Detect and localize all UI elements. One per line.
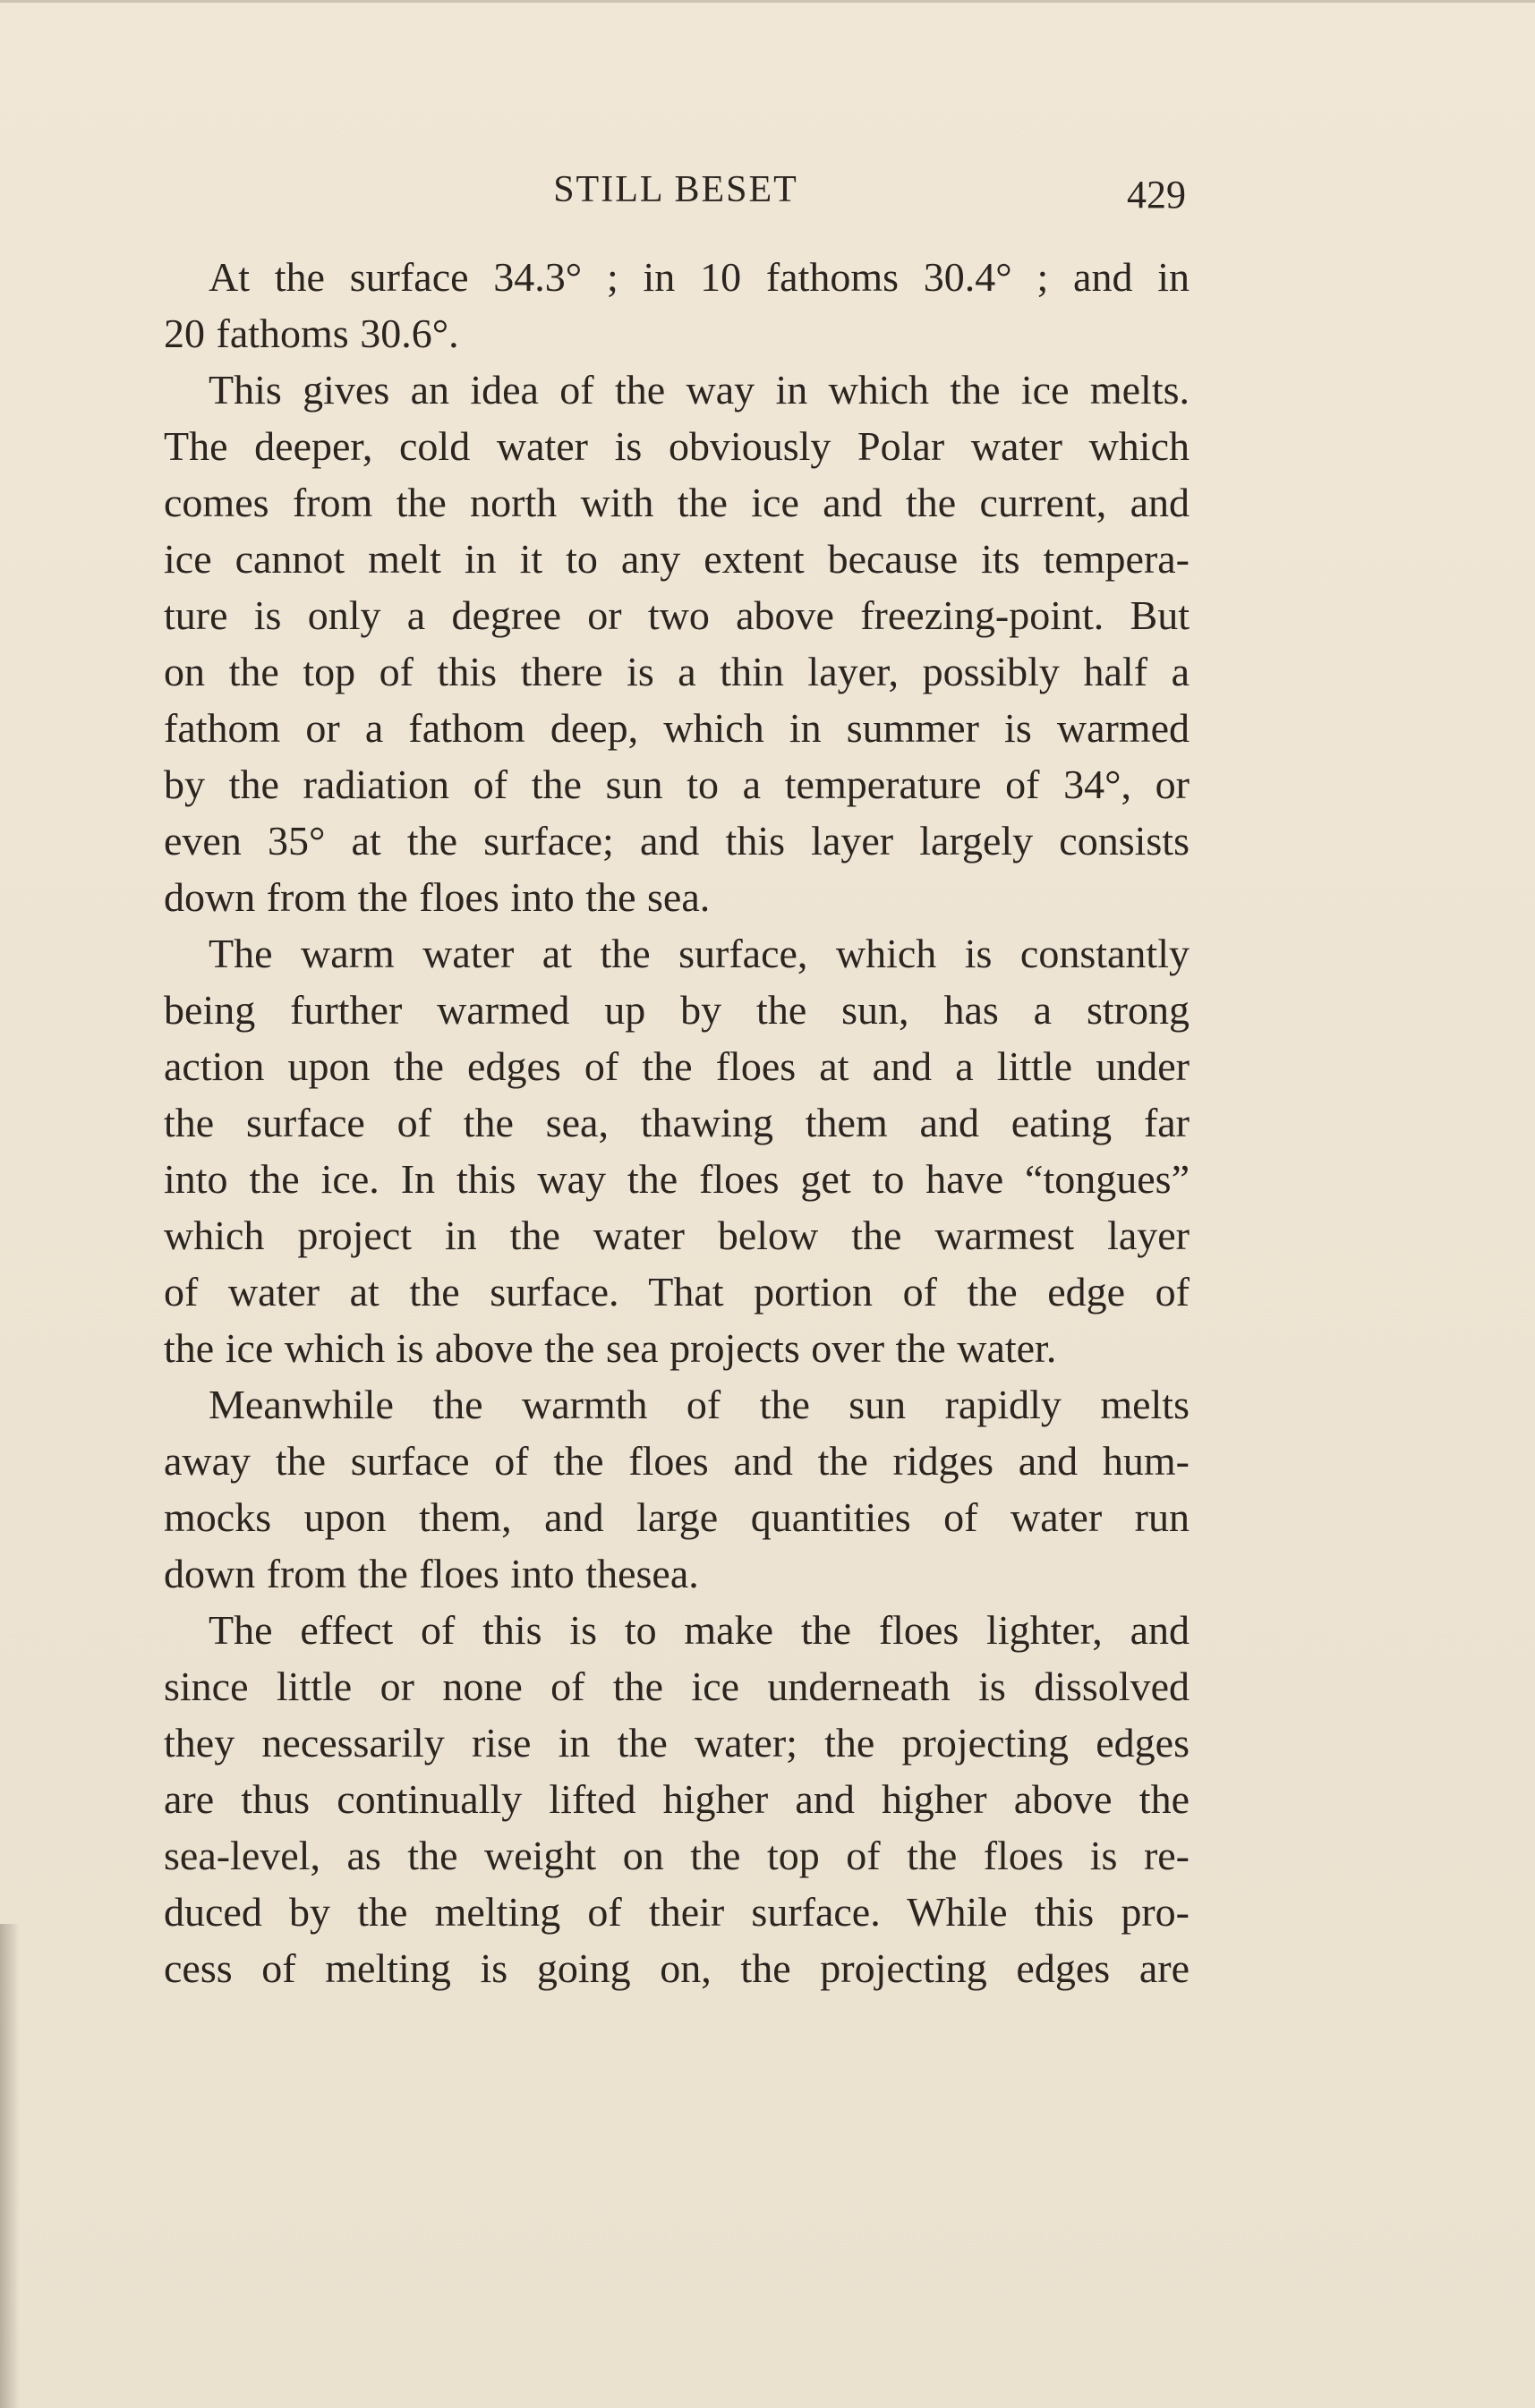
text-line: The effect of this is to make the floes lighter, and bbox=[209, 1607, 1190, 1653]
body-text bbox=[164, 249, 1190, 1996]
text-line: by the radiation of the sun to a temperature of 34°, or bbox=[164, 762, 1190, 807]
text-line: into the ice. In this way the floes get to have “tongues” bbox=[164, 1156, 1190, 1202]
text-line: At the surface 34.3° ; in 10 fathoms 30.4° ; and in bbox=[209, 254, 1190, 300]
text-line: down from the floes into thesea. bbox=[164, 1551, 699, 1596]
text-line: the ice which is above the sea projects over the water. bbox=[164, 1325, 1057, 1371]
text-line: even 35° at the surface; and this layer largely consists bbox=[164, 818, 1190, 864]
text-line: are thus continually lifted higher and higher above the bbox=[164, 1776, 1190, 1822]
text-line: Meanwhile the warmth of the sun rapidly melts bbox=[209, 1382, 1190, 1427]
text-line: since little or none of the ice underneath is dissolved bbox=[164, 1663, 1190, 1709]
text-line: on the top of this there is a thin layer, possibly half a bbox=[164, 649, 1190, 694]
text-line: sea-level, as the weight on the top of the floes is re- bbox=[164, 1833, 1190, 1878]
text-line: The deeper, cold water is obviously Polar water which bbox=[164, 423, 1190, 469]
text-line: duced by the melting of their surface. While this pro- bbox=[164, 1889, 1190, 1935]
text-line: of water at the surface. That portion of the edge of bbox=[164, 1269, 1190, 1315]
binding-shadow bbox=[0, 1924, 20, 2408]
text-line: ture is only a degree or two above freezing-point. But bbox=[164, 592, 1190, 638]
text-line: cess of melting is going on, the projecting edges are bbox=[164, 1945, 1190, 1991]
text-line: the surface of the sea, thawing them and eating far bbox=[164, 1100, 1190, 1145]
text-line: fathom or a fathom deep, which in summer is warmed bbox=[164, 705, 1190, 751]
text-line: ice cannot melt in it to any extent because its tempera- bbox=[164, 536, 1190, 582]
text-line: The warm water at the surface, which is constantly bbox=[209, 931, 1190, 976]
text-line: down from the floes into the sea. bbox=[164, 874, 711, 920]
running-head: STILL BESET bbox=[553, 169, 798, 210]
page-header bbox=[166, 168, 1186, 218]
text-line: which project in the water below the warmest layer bbox=[164, 1213, 1190, 1258]
page-number: 429 bbox=[1127, 173, 1186, 217]
text-line: away the surface of the floes and the ridges and hum- bbox=[164, 1438, 1190, 1484]
text-line: 20 fathoms 30.6°. bbox=[164, 311, 459, 356]
text-line: action upon the edges of the floes at and a little under bbox=[164, 1043, 1190, 1089]
text-line: comes from the north with the ice and the current, and bbox=[164, 480, 1190, 525]
text-line: This gives an idea of the way in which the ice melts. bbox=[209, 367, 1190, 413]
text-line: mocks upon them, and large quantities of water run bbox=[164, 1494, 1190, 1540]
text-line: they necessarily rise in the water; the projecting edges bbox=[164, 1720, 1190, 1766]
text-line: being further warmed up by the sun, has a strong bbox=[164, 987, 1190, 1033]
page-top-edge bbox=[0, 0, 1535, 3]
